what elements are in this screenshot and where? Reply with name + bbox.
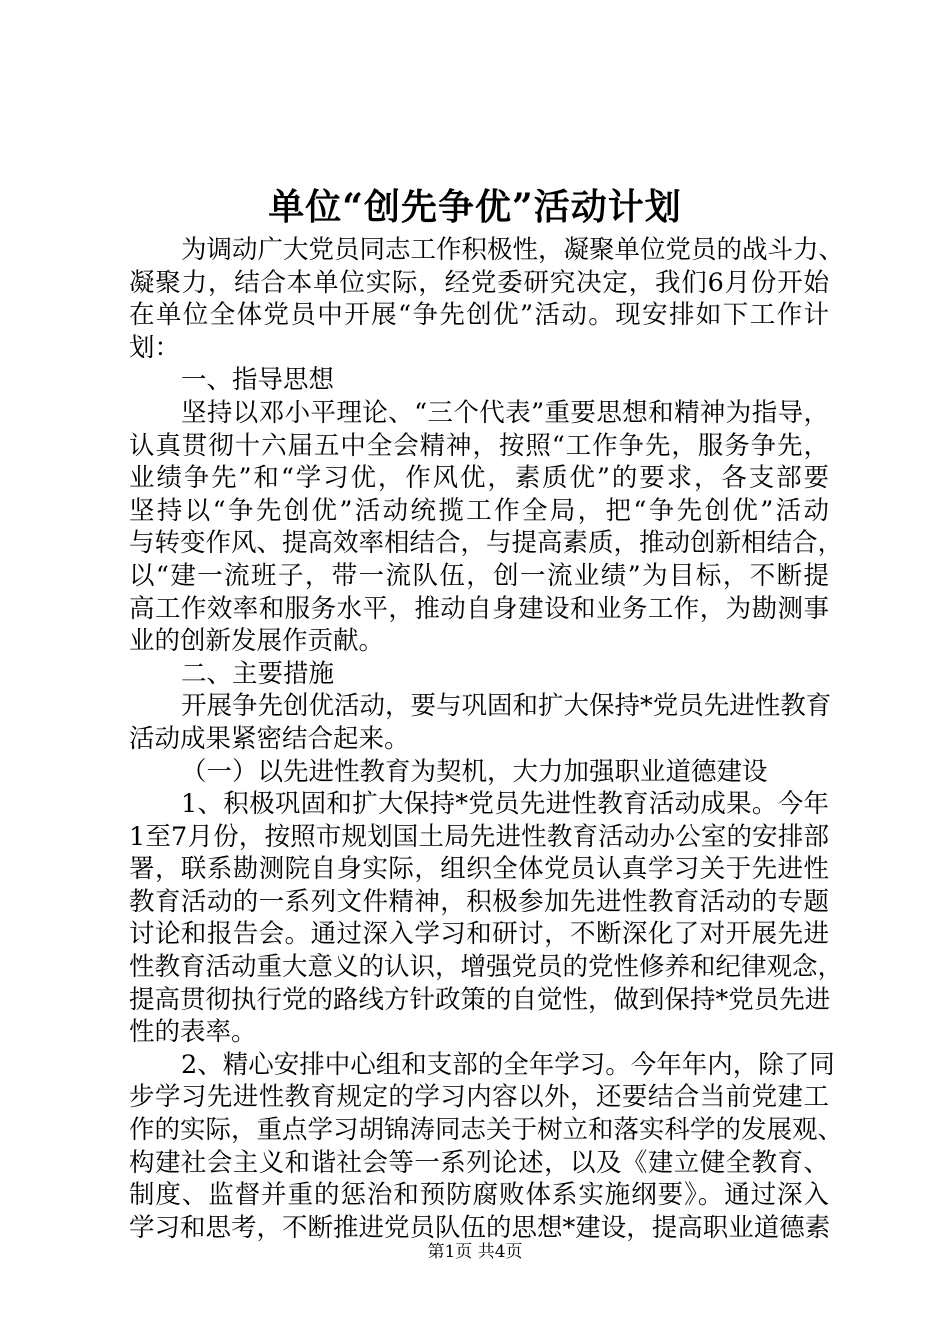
text-line: 一、指导思想: [181, 365, 335, 396]
text-line: 1至7月份，按照市规划国土局先进性教育活动办公室的安排部: [129, 821, 829, 852]
text-line: 构建社会主义和谐社会等一系列论述，以及《建立健全教育、: [129, 1147, 829, 1178]
text-line: 坚持以邓小平理论、“三个代表”重要思想和精神为指导，: [181, 397, 829, 428]
text-line: 开展争先创优活动，要与巩固和扩大保持*党员先进性教育: [181, 691, 832, 722]
text-line: 2、精心安排中心组和支部的全年学习。今年年内，除了同: [181, 1049, 835, 1080]
text-line: 凝聚力，结合本单位实际，经党委研究决定，我们6月份开始: [129, 267, 829, 298]
document-body: [129, 234, 845, 1244]
text-line: 高工作效率和服务水平，推动自身建设和业务工作，为勘测事: [129, 593, 829, 624]
text-line: 活动成果紧密结合起来。: [129, 723, 410, 754]
text-line: 步学习先进性教育规定的学习内容以外，还要结合当前党建工: [129, 1082, 829, 1113]
text-line: 讨论和报告会。通过深入学习和研讨，不断深化了对开展先进: [129, 919, 829, 950]
text-line: 以“建一流班子，带一流队伍，创一流业绩”为目标，不断提: [129, 560, 829, 591]
page-footer: 第1页 共4页: [427, 1242, 523, 1262]
text-line: 性教育活动重大意义的认识，增强党员的党性修养和纪律观念，: [129, 952, 844, 983]
text-line: 作的实际，重点学习胡锦涛同志关于树立和落实科学的发展观、: [129, 1115, 844, 1146]
document-title: 单位“创先争优”活动计划: [268, 186, 682, 228]
text-line: 坚持以“争先创优”活动统揽工作全局，把“争先创优”活动: [129, 495, 829, 526]
text-line: 在单位全体党员中开展“争先创优”活动。现安排如下工作计: [129, 300, 829, 331]
text-line: 划：: [129, 332, 181, 363]
text-line: 为调动广大党员同志工作积极性，凝聚单位党员的战斗力、: [181, 235, 845, 265]
text-line: 署，联系勘测院自身实际，组织全体党员认真学习关于先进性: [129, 854, 829, 885]
text-line: 业绩争先”和“学习优，作风优，素质优”的要求，各支部要: [129, 463, 829, 494]
text-line: 认真贯彻十六届五中全会精神，按照“工作争先，服务争先，: [129, 430, 829, 461]
text-line: 二、主要措施: [181, 658, 335, 689]
text-line: 制度、监督并重的惩治和预防腐败体系实施纲要》。通过深入: [129, 1180, 829, 1211]
text-line: 提高贯彻执行党的路线方针政策的自觉性，做到保持*党员先进: [129, 984, 831, 1015]
text-line: 1、积极巩固和扩大保持*党员先进性教育活动成果。今年: [181, 789, 829, 820]
text-line: 与转变作风、提高效率相结合，与提高素质，推动创新相结合，: [129, 528, 844, 559]
text-line: （一）以先进性教育为契机，大力加强职业道德建设: [181, 756, 768, 787]
text-line: 业的创新发展作贡献。: [129, 626, 385, 657]
text-line: 学习和思考，不断推进党员队伍的思想*建设，提高职业道德素: [129, 1212, 831, 1243]
text-line: 性的表率。: [129, 1017, 257, 1048]
text-line: 教育活动的一系列文件精神，积极参加先进性教育活动的专题: [129, 886, 829, 917]
